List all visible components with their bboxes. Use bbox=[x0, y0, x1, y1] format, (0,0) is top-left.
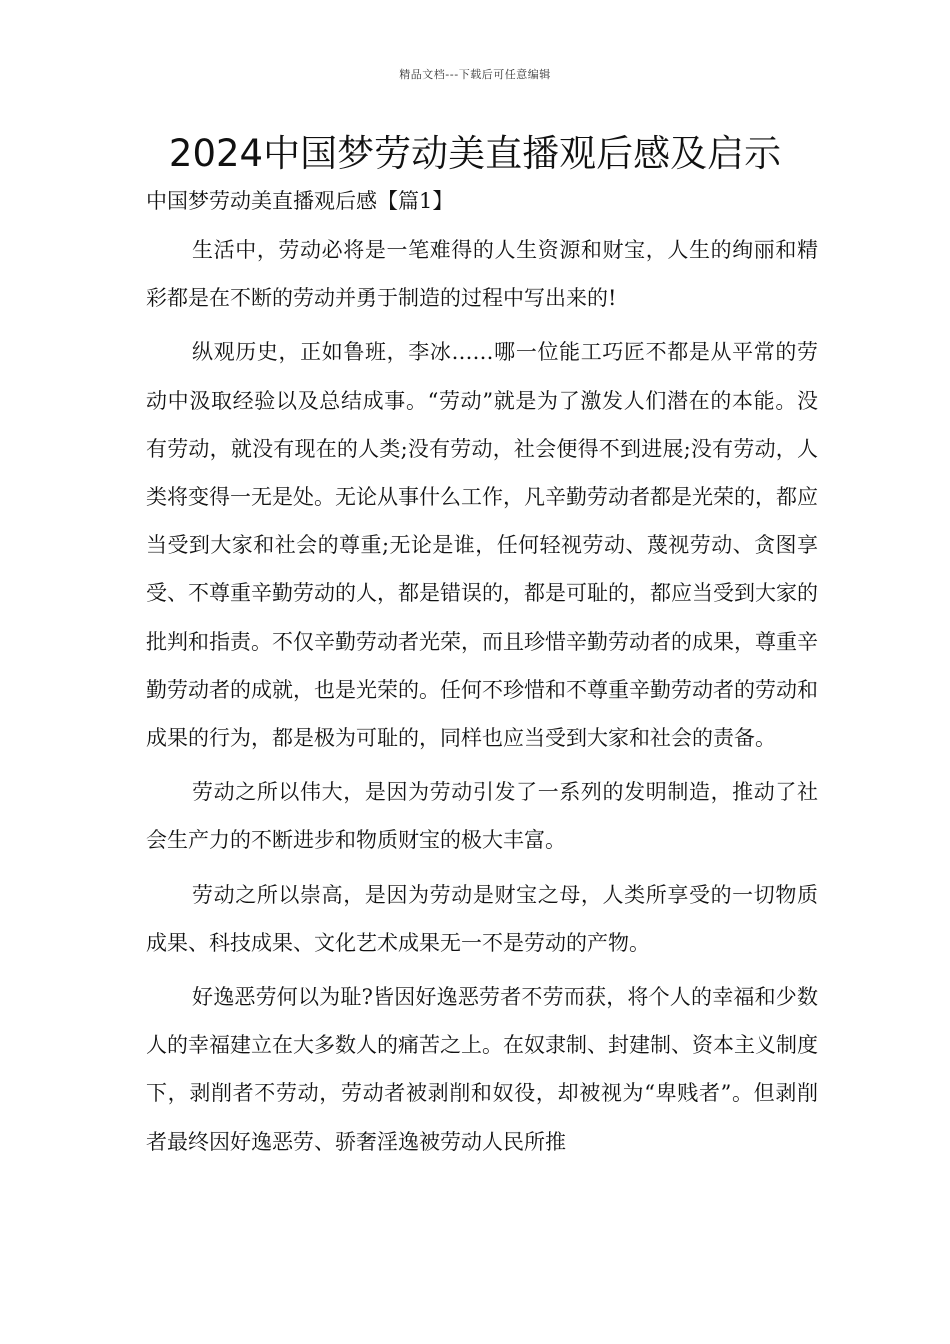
document-body bbox=[146, 226, 818, 1172]
paragraph: 生活中，劳动必将是一笔难得的人生资源和财宝，人生的绚丽和精彩都是在不断的劳动并勇于制造的过程中写出来的! bbox=[146, 238, 818, 311]
paragraph: 劳动之所以伟大，是因为劳动引发了一系列的发明制造，推动了社会生产力的不断进步和物质财宝的极大丰富。 bbox=[146, 780, 818, 853]
paragraph: 纵观历史，正如鲁班，李冰……哪一位能工巧匠不都是从平常的劳动中汲取经验以及总结成事。“劳动”就是为了激发人们潜在的本能。没有劳动，就没有现在的人类;没有劳动，社会便得不到进展;没有劳动，人类将变得一无是处。无论从事什么工作，凡辛勤劳动者都是光荣的，都应当受到大家和社会的尊重;无论是谁，任何轻视劳动、蔑视劳动、贪图享受、不尊重辛勤劳动的人，都是错误的，都是可耻的，都应当受到大家的批判和指责。不仅辛勤劳动者光荣，而且珍惜辛勤劳动者的成果，尊重辛勤劳动者的成就，也是光荣的。任何不珍惜和不尊重辛勤劳动者的劳动和成果的行为，都是极为可耻的，同样也应当受到大家和社会的责备。 bbox=[146, 340, 818, 751]
header-note: 精品文档---下载后可任意编辑 bbox=[399, 68, 551, 81]
section-heading: 中国梦劳动美直播观后感【篇1】 bbox=[146, 189, 454, 213]
page-title: 2024中国梦劳动美直播观后感及启示 bbox=[168, 132, 782, 175]
paragraph: 劳动之所以崇高，是因为劳动是财宝之母，人类所享受的一切物质成果、科技成果、文化艺术成果无一不是劳动的产物。 bbox=[146, 882, 818, 955]
paragraph: 好逸恶劳何以为耻?皆因好逸恶劳者不劳而获，将个人的幸福和少数人的幸福建立在大多数人的痛苦之上。在奴隶制、封建制、资本主义制度下，剥削者不劳动，劳动者被剥削和奴役，却被视为“卑贱者”。但剥削者最终因好逸恶劳、骄奢淫逸被劳动人民所推 bbox=[146, 985, 818, 1154]
